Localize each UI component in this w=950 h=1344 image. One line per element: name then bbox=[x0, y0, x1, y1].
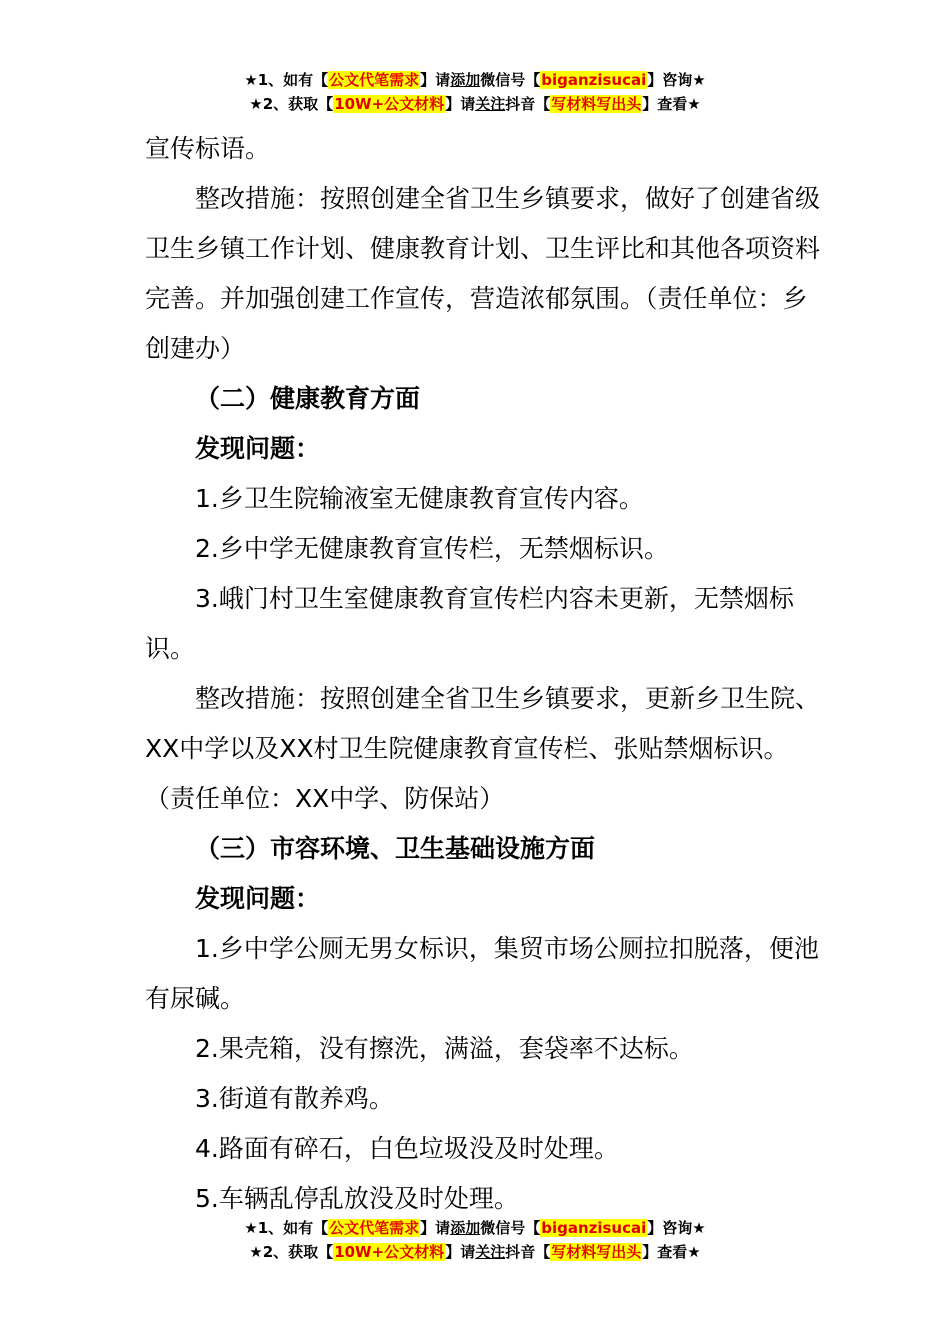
list-item: 5.车辆乱停乱放没及时处理。 bbox=[195, 1184, 519, 1213]
section-heading: （三）市容环境、卫生基础设施方面 bbox=[195, 834, 596, 863]
footer-banner bbox=[0, 1216, 950, 1264]
highlight-douyin: 写材料写出头 bbox=[551, 95, 642, 113]
highlight-wechat-id: biganzisucai bbox=[541, 71, 647, 89]
list-item: 1.乡中学公厕无男女标识，集贸市场公厕拉扣脱落，便池有尿碱。 bbox=[145, 934, 819, 1013]
banner-line-1: ★1、如有【公文代笔需求】请添加微信号【biganzisucai】咨询★ bbox=[244, 1219, 706, 1237]
list-item: 4.路面有碎石，白色垃圾没及时处理。 bbox=[195, 1134, 619, 1163]
list-item: 1.乡卫生院输液室无健康教育宣传内容。 bbox=[195, 484, 644, 513]
highlight-wechat-id: biganzisucai bbox=[541, 1219, 647, 1237]
banner-line-2: ★2、获取【10W+公文材料】请关注抖音【写材料写出头】查看★ bbox=[249, 1243, 701, 1261]
subheading: 发现问题： bbox=[195, 434, 321, 463]
highlight-materials: 10W+公文材料 bbox=[334, 95, 445, 113]
highlight-service: 公文代笔需求 bbox=[329, 1219, 420, 1237]
banner-line-2: ★2、获取【10W+公文材料】请关注抖音【写材料写出头】查看★ bbox=[249, 95, 701, 113]
paragraph: 宣传标语。 bbox=[145, 134, 271, 163]
header-banner bbox=[0, 68, 950, 116]
subheading: 发现问题： bbox=[195, 884, 321, 913]
document-body bbox=[145, 124, 825, 1224]
paragraph: 整改措施：按照创建全省卫生乡镇要求，更新乡卫生院、XX中学以及XX村卫生院健康教育宣传栏、张贴禁烟标识。（责任单位：XX中学、防保站） bbox=[145, 684, 821, 813]
list-item: 3.街道有散养鸡。 bbox=[195, 1084, 394, 1113]
list-item: 2.果壳箱，没有擦洗，满溢，套袋率不达标。 bbox=[195, 1034, 694, 1063]
banner-line-1: ★1、如有【公文代笔需求】请添加微信号【biganzisucai】咨询★ bbox=[244, 71, 706, 89]
list-item: 2.乡中学无健康教育宣传栏，无禁烟标识。 bbox=[195, 534, 669, 563]
highlight-service: 公文代笔需求 bbox=[329, 71, 420, 89]
section-heading: （二）健康教育方面 bbox=[195, 384, 421, 413]
highlight-douyin: 写材料写出头 bbox=[551, 1243, 642, 1261]
highlight-materials: 10W+公文材料 bbox=[334, 1243, 445, 1261]
paragraph: 整改措施：按照创建全省卫生乡镇要求，做好了创建省级卫生乡镇工作计划、健康教育计划、卫生评比和其他各项资料完善。并加强创建工作宣传，营造浓郁氛围。（责任单位：乡创建办） bbox=[145, 184, 821, 363]
list-item: 3.峨门村卫生室健康教育宣传栏内容未更新，无禁烟标识。 bbox=[145, 584, 794, 663]
